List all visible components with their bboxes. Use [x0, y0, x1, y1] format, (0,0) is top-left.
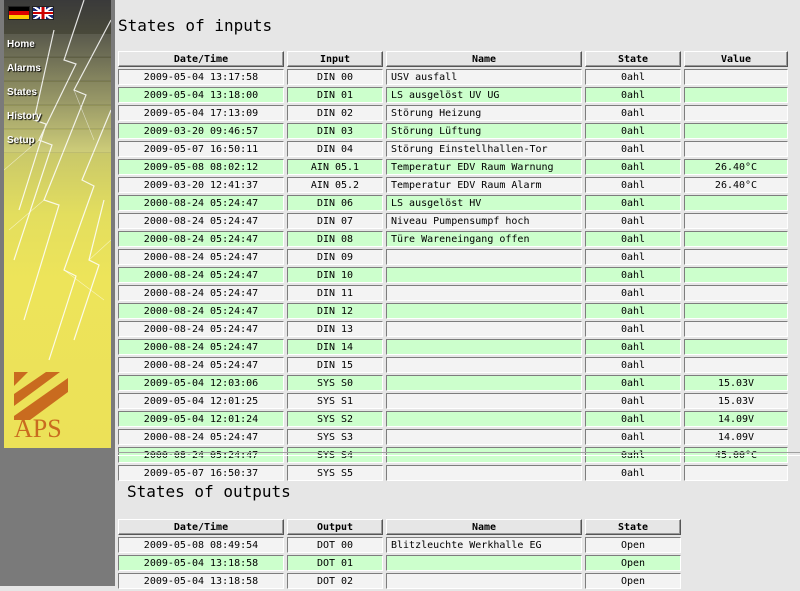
cell-output: DOT 00: [287, 537, 383, 553]
nav-item-setup[interactable]: Setup: [4, 130, 111, 153]
cell-value: [684, 69, 788, 85]
cell-value: 15.03V: [684, 393, 788, 409]
cell-datetime: 2009-05-07 16:50:11: [118, 141, 284, 157]
column-header-datetime: Date/Time: [118, 519, 284, 535]
cell-name: USV ausfall: [386, 69, 582, 85]
cell-datetime: 2009-05-07 16:50:37: [118, 465, 284, 481]
cell-state: 0ahl: [585, 321, 681, 337]
cell-name: [386, 393, 582, 409]
cell-name: LS ausgelöst HV: [386, 195, 582, 211]
cell-value: 45.00°C: [684, 447, 788, 463]
cell-name: Störung Lüftung: [386, 123, 582, 139]
nav-item-alarms[interactable]: Alarms: [4, 58, 111, 81]
table-row: [118, 357, 788, 373]
cell-name: Blitzleuchte Werkhalle EG: [386, 537, 582, 553]
column-header-name: Name: [386, 519, 582, 535]
cell-state: 0ahl: [585, 393, 681, 409]
table-row: [118, 105, 788, 121]
cell-datetime: 2000-08-24 05:24:47: [118, 339, 284, 355]
nav-item-states[interactable]: States: [4, 82, 111, 105]
cell-value: [684, 267, 788, 283]
cell-input: SYS S2: [287, 411, 383, 427]
cell-datetime: 2009-05-04 13:18:58: [118, 555, 284, 571]
cell-state: 0ahl: [585, 429, 681, 445]
cell-datetime: 2000-08-24 05:24:47: [118, 429, 284, 445]
cell-state: 0ahl: [585, 123, 681, 139]
cell-state: 0ahl: [585, 339, 681, 355]
english-flag-icon[interactable]: [32, 6, 54, 20]
cell-name: Temperatur EDV Raum Alarm: [386, 177, 582, 193]
cell-datetime: 2000-08-24 05:24:47: [118, 267, 284, 283]
table-row: [118, 285, 788, 301]
cell-datetime: 2000-08-24 05:24:47: [118, 285, 284, 301]
cell-value: [684, 357, 788, 373]
cell-value: 26.40°C: [684, 177, 788, 193]
cell-input: DIN 04: [287, 141, 383, 157]
cell-name: Türe Wareneingang offen: [386, 231, 582, 247]
column-header-output: Output: [287, 519, 383, 535]
cell-datetime: 2000-08-24 05:24:47: [118, 303, 284, 319]
cell-state: 0ahl: [585, 69, 681, 85]
cell-name: [386, 555, 582, 571]
cell-input: DIN 10: [287, 267, 383, 283]
cell-input: AIN 05.2: [287, 177, 383, 193]
cell-value: 14.09V: [684, 429, 788, 445]
column-header-state: State: [585, 519, 681, 535]
table-row: [118, 321, 788, 337]
inputs-header-row: [118, 51, 788, 67]
cell-state: Open: [585, 573, 681, 589]
cell-name: [386, 375, 582, 391]
table-row: [118, 393, 788, 409]
cell-state: 0ahl: [585, 465, 681, 481]
cell-input: DIN 11: [287, 285, 383, 301]
cell-input: DIN 12: [287, 303, 383, 319]
cell-value: [684, 249, 788, 265]
column-header-state: State: [585, 51, 681, 67]
cell-datetime: 2009-05-04 12:03:06: [118, 375, 284, 391]
table-row: [118, 123, 788, 139]
column-header-datetime: Date/Time: [118, 51, 284, 67]
cell-state: 0ahl: [585, 357, 681, 373]
cell-state: 0ahl: [585, 447, 681, 463]
cell-input: DIN 07: [287, 213, 383, 229]
cell-value: 26.40°C: [684, 159, 788, 175]
cell-value: [684, 87, 788, 103]
cell-input: AIN 05.1: [287, 159, 383, 175]
table-row: [118, 339, 788, 355]
cell-name: [386, 321, 582, 337]
cell-state: Open: [585, 537, 681, 553]
cell-name: LS ausgelöst UV UG: [386, 87, 582, 103]
cell-input: DIN 06: [287, 195, 383, 211]
cell-name: Temperatur EDV Raum Warnung: [386, 159, 582, 175]
table-row: [118, 555, 681, 571]
cell-state: 0ahl: [585, 159, 681, 175]
nav-item-home[interactable]: Home: [4, 34, 111, 57]
cell-state: 0ahl: [585, 375, 681, 391]
table-row: [118, 411, 788, 427]
table-row: [118, 213, 788, 229]
sidebar-panel: [4, 0, 111, 448]
cell-state: 0ahl: [585, 141, 681, 157]
table-row: [118, 573, 681, 589]
inputs-title: States of inputs: [118, 16, 273, 35]
cell-state: 0ahl: [585, 195, 681, 211]
column-header-name: Name: [386, 51, 582, 67]
cell-name: [386, 285, 582, 301]
cell-value: [684, 303, 788, 319]
cell-input: SYS S1: [287, 393, 383, 409]
cell-datetime: 2009-05-04 13:18:58: [118, 573, 284, 589]
cell-datetime: 2009-05-04 12:01:25: [118, 393, 284, 409]
cell-state: 0ahl: [585, 303, 681, 319]
cell-datetime: 2009-05-04 13:18:00: [118, 87, 284, 103]
column-header-value: Value: [684, 51, 788, 67]
cell-value: [684, 105, 788, 121]
cell-state: 0ahl: [585, 249, 681, 265]
nav-item-history[interactable]: History: [4, 106, 111, 129]
cell-input: DIN 00: [287, 69, 383, 85]
cell-name: [386, 429, 582, 445]
cell-state: 0ahl: [585, 267, 681, 283]
table-row: [118, 537, 681, 553]
cell-value: 15.03V: [684, 375, 788, 391]
cell-value: [684, 285, 788, 301]
cell-datetime: 2000-08-24 05:24:47: [118, 213, 284, 229]
cell-state: 0ahl: [585, 411, 681, 427]
cell-output: DOT 01: [287, 555, 383, 571]
table-row: [118, 69, 788, 85]
cell-name: [386, 267, 582, 283]
cell-datetime: 2000-08-24 05:24:47: [118, 231, 284, 247]
aps-logo-text: APS: [14, 414, 62, 443]
main-content: [115, 0, 800, 586]
cell-datetime: 2009-05-04 12:01:24: [118, 411, 284, 427]
cell-datetime: 2009-05-04 17:13:09: [118, 105, 284, 121]
cell-datetime: 2000-08-24 05:24:47: [118, 321, 284, 337]
table-row: [118, 159, 788, 175]
table-row: [118, 429, 788, 445]
cell-output: DOT 02: [287, 573, 383, 589]
cell-name: [386, 357, 582, 373]
cell-name: Störung Heizung: [386, 105, 582, 121]
cell-input: SYS S0: [287, 375, 383, 391]
cell-datetime: 2009-05-08 08:49:54: [118, 537, 284, 553]
cell-value: 14.09V: [684, 411, 788, 427]
cell-input: SYS S3: [287, 429, 383, 445]
cell-name: Störung Einstellhallen-Tor: [386, 141, 582, 157]
cell-state: 0ahl: [585, 177, 681, 193]
cell-value: [684, 195, 788, 211]
german-flag-icon[interactable]: [8, 6, 30, 20]
cell-state: 0ahl: [585, 105, 681, 121]
cell-input: SYS S5: [287, 465, 383, 481]
sidebar: [0, 0, 115, 586]
cell-value: [684, 321, 788, 337]
table-row: [118, 141, 788, 157]
cell-name: [386, 411, 582, 427]
cell-state: Open: [585, 555, 681, 571]
cell-input: DIN 03: [287, 123, 383, 139]
cell-input: DIN 01: [287, 87, 383, 103]
main-nav: [4, 34, 111, 154]
cell-value: [684, 123, 788, 139]
table-row: [118, 303, 788, 319]
cell-name: [386, 339, 582, 355]
outputs-table: [115, 517, 684, 591]
cell-datetime: 2009-03-20 09:46:57: [118, 123, 284, 139]
cell-input: DIN 09: [287, 249, 383, 265]
cell-value: [684, 465, 788, 481]
outputs-header-row: [118, 519, 681, 535]
cell-input: SYS S4: [287, 447, 383, 463]
cell-datetime: 2000-08-24 05:24:47: [118, 195, 284, 211]
cell-datetime: 2000-08-24 05:24:47: [118, 357, 284, 373]
table-row: [118, 231, 788, 247]
table-row: [118, 249, 788, 265]
cell-input: DIN 14: [287, 339, 383, 355]
cell-state: 0ahl: [585, 87, 681, 103]
cell-state: 0ahl: [585, 231, 681, 247]
cell-datetime: 2009-03-20 12:41:37: [118, 177, 284, 193]
cell-datetime: 2000-08-24 05:24:47: [118, 249, 284, 265]
table-row: [118, 375, 788, 391]
table-row: [118, 87, 788, 103]
cell-value: [684, 231, 788, 247]
cell-input: DIN 08: [287, 231, 383, 247]
cell-input: DIN 15: [287, 357, 383, 373]
cell-name: [386, 465, 582, 481]
inputs-table: [115, 49, 791, 483]
cell-name: [386, 573, 582, 589]
cell-datetime: 2009-05-04 13:17:58: [118, 69, 284, 85]
column-header-input: Input: [287, 51, 383, 67]
cell-input: DIN 13: [287, 321, 383, 337]
language-selector: [8, 6, 54, 20]
cell-value: [684, 339, 788, 355]
table-row: [118, 465, 788, 481]
cell-state: 0ahl: [585, 285, 681, 301]
outputs-title: States of outputs: [127, 482, 291, 501]
cell-name: [386, 249, 582, 265]
cell-datetime: 2000-08-24 05:24:47: [118, 447, 284, 463]
cell-value: [684, 213, 788, 229]
cell-name: [386, 303, 582, 319]
table-row: [118, 195, 788, 211]
cell-value: [684, 141, 788, 157]
section-divider: [118, 452, 800, 456]
cell-datetime: 2009-05-08 08:02:12: [118, 159, 284, 175]
table-row: [118, 177, 788, 193]
table-row: [118, 267, 788, 283]
cell-input: DIN 02: [287, 105, 383, 121]
cell-name: Niveau Pumpensumpf hoch: [386, 213, 582, 229]
cell-state: 0ahl: [585, 213, 681, 229]
